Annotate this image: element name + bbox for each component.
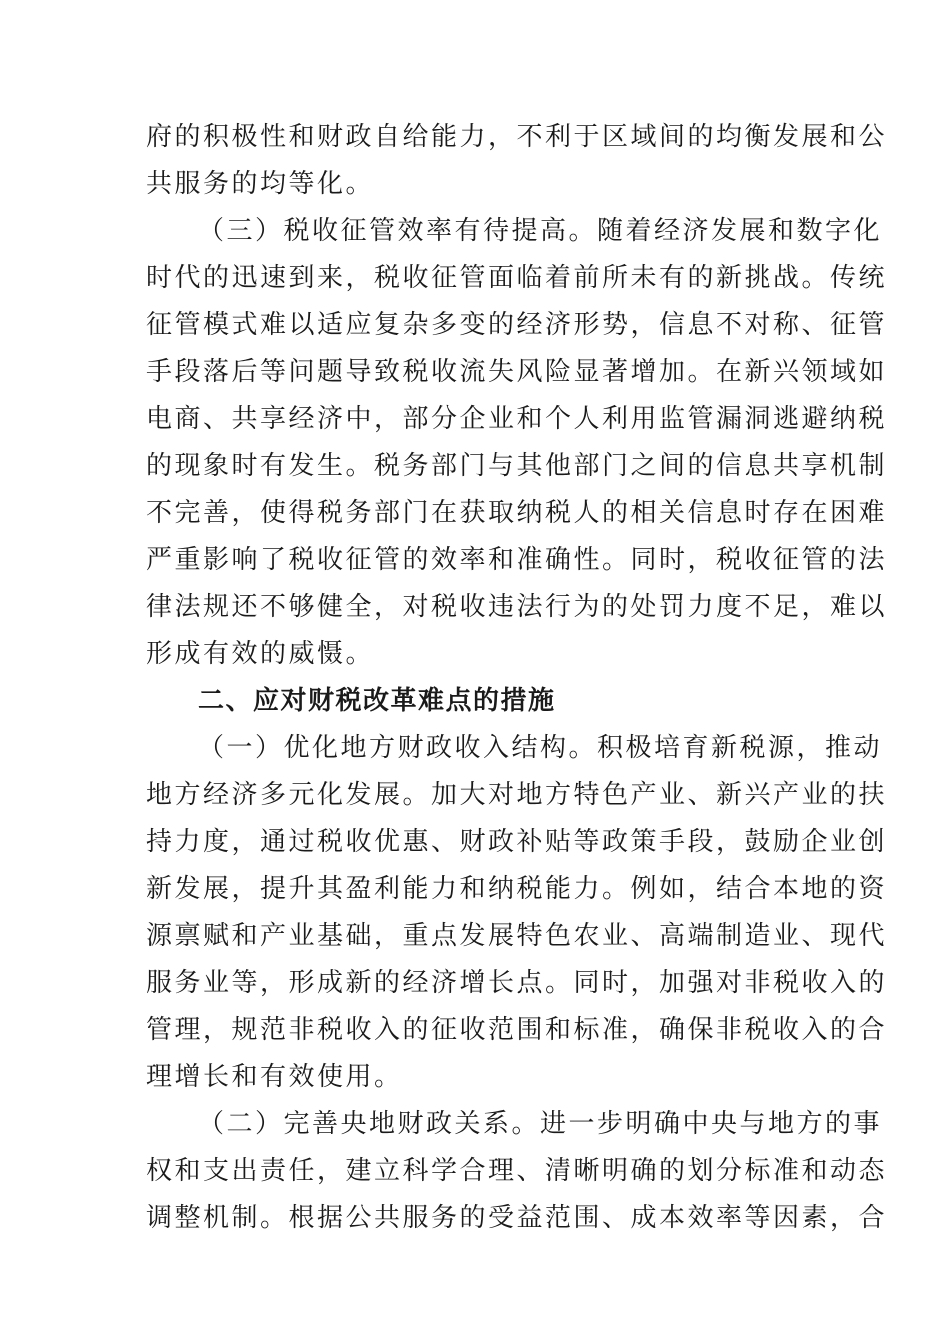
text-line: 权和支出责任，建立科学合理、清晰明确的划分标准和动态 bbox=[146, 1156, 888, 1186]
paragraph-start-line: （三）税收征管效率有待提高。随着经济发展和数字化 bbox=[198, 216, 883, 246]
text-line: 严重影响了税收征管的效率和准确性。同时，税收征管的法 bbox=[146, 545, 888, 575]
text-line: 府的积极性和财政自给能力，不利于区域间的均衡发展和公 bbox=[146, 122, 888, 152]
text-line: 不完善，使得税务部门在获取纳税人的相关信息时存在困难 bbox=[146, 498, 888, 528]
text-line: 征管模式难以适应复杂多变的经济形势，信息不对称、征管 bbox=[146, 310, 888, 340]
text-line: 持力度，通过税收优惠、财政补贴等政策手段，鼓励企业创 bbox=[146, 827, 888, 857]
text-line: 服务业等，形成新的经济增长点。同时，加强对非税收入的 bbox=[146, 968, 888, 998]
text-line: 时代的迅速到来，税收征管面临着前所未有的新挑战。传统 bbox=[146, 263, 888, 293]
text-line: 形成有效的威慑。 bbox=[146, 639, 375, 669]
paragraph-start-line: （一）优化地方财政收入结构。积极培育新税源，推动 bbox=[198, 733, 883, 763]
text-line: 地方经济多元化发展。加大对地方特色产业、新兴产业的扶 bbox=[146, 780, 888, 810]
text-line: 理增长和有效使用。 bbox=[146, 1062, 403, 1092]
text-line: 的现象时有发生。税务部门与其他部门之间的信息共享机制 bbox=[146, 451, 888, 481]
text-line: 管理，规范非税收入的征收范围和标准，确保非税收入的合 bbox=[146, 1015, 888, 1045]
text-line: 电商、共享经济中，部分企业和个人利用监管漏洞逃避纳税 bbox=[146, 404, 888, 434]
text-line: 共服务的均等化。 bbox=[146, 169, 375, 199]
section-heading: 二、应对财税改革难点的措施 bbox=[198, 686, 556, 716]
paragraph-start-line: （二）完善央地财政关系。进一步明确中央与地方的事 bbox=[198, 1109, 883, 1139]
text-line: 手段落后等问题导致税收流失风险显著增加。在新兴领域如 bbox=[146, 357, 888, 387]
text-line: 新发展，提升其盈利能力和纳税能力。例如，结合本地的资 bbox=[146, 874, 888, 904]
text-line: 源禀赋和产业基础，重点发展特色农业、高端制造业、现代 bbox=[146, 921, 888, 951]
text-line: 调整机制。根据公共服务的受益范围、成本效率等因素，合 bbox=[146, 1203, 888, 1233]
text-line: 律法规还不够健全，对税收违法行为的处罚力度不足，难以 bbox=[146, 592, 888, 622]
